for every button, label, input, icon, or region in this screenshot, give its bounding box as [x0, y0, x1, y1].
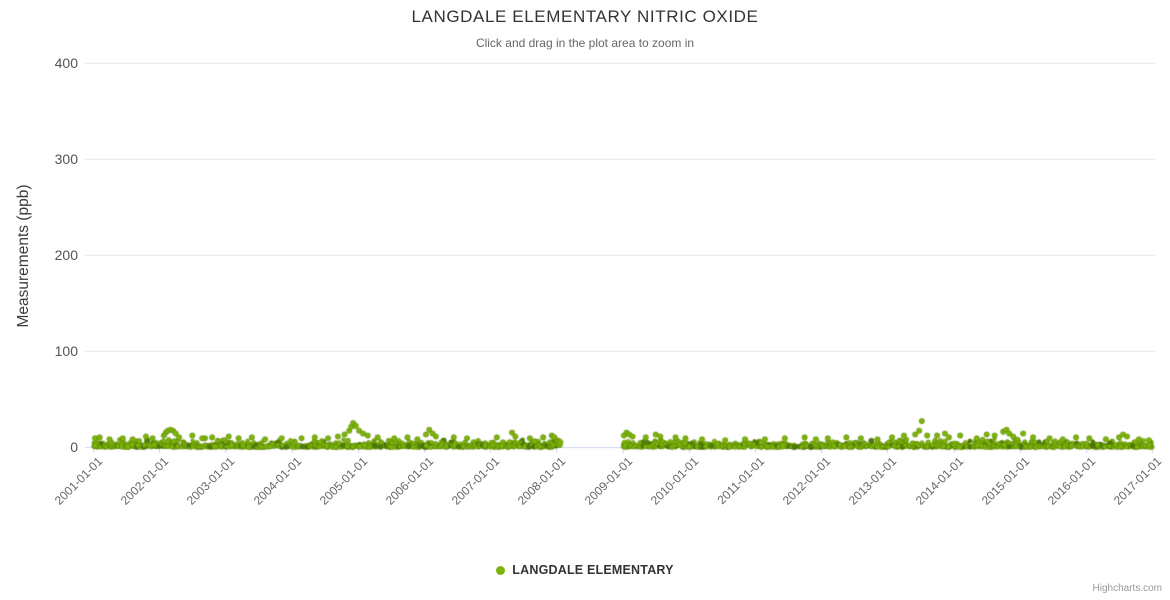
- x-tick-label: 2013-01-01: [846, 454, 900, 508]
- x-tick-label: 2009-01-01: [581, 454, 635, 508]
- x-tick-label: 2001-01-01: [51, 454, 106, 508]
- x-tick-label: 2008-01-01: [515, 454, 569, 508]
- x-tick-label: 2015-01-01: [978, 454, 1032, 508]
- y-tick-label: 400: [54, 55, 78, 71]
- x-tick-label: 2010-01-01: [647, 454, 701, 508]
- legend-item-langdale-elementary[interactable]: [0, 563, 1170, 577]
- x-tick-label: 2004-01-01: [250, 454, 304, 508]
- x-tick-label: 2012-01-01: [780, 454, 834, 508]
- y-tick-label: 200: [54, 247, 78, 263]
- highcharts-credits-link[interactable]: Highcharts.com: [1092, 583, 1162, 594]
- x-tick-label: 2016-01-01: [1044, 454, 1099, 508]
- x-tick-label: 2006-01-01: [382, 454, 437, 508]
- x-tick-label: 2003-01-01: [184, 454, 238, 508]
- y-tick-label: 300: [54, 151, 78, 167]
- x-tick-label: 2002-01-01: [118, 454, 172, 508]
- x-tick-label: 2011-01-01: [714, 454, 768, 507]
- legend-label: LANGDALE ELEMENTARY: [512, 563, 674, 577]
- x-tick-label: 2014-01-01: [912, 454, 966, 508]
- y-tick-label: 100: [54, 343, 78, 359]
- x-tick-label: 2005-01-01: [316, 454, 370, 508]
- y-tick-label: 0: [70, 439, 78, 455]
- x-tick-label: 2007-01-01: [449, 454, 503, 508]
- x-tick-label: 2017-01-01: [1111, 454, 1165, 508]
- legend-marker-icon: [496, 566, 505, 575]
